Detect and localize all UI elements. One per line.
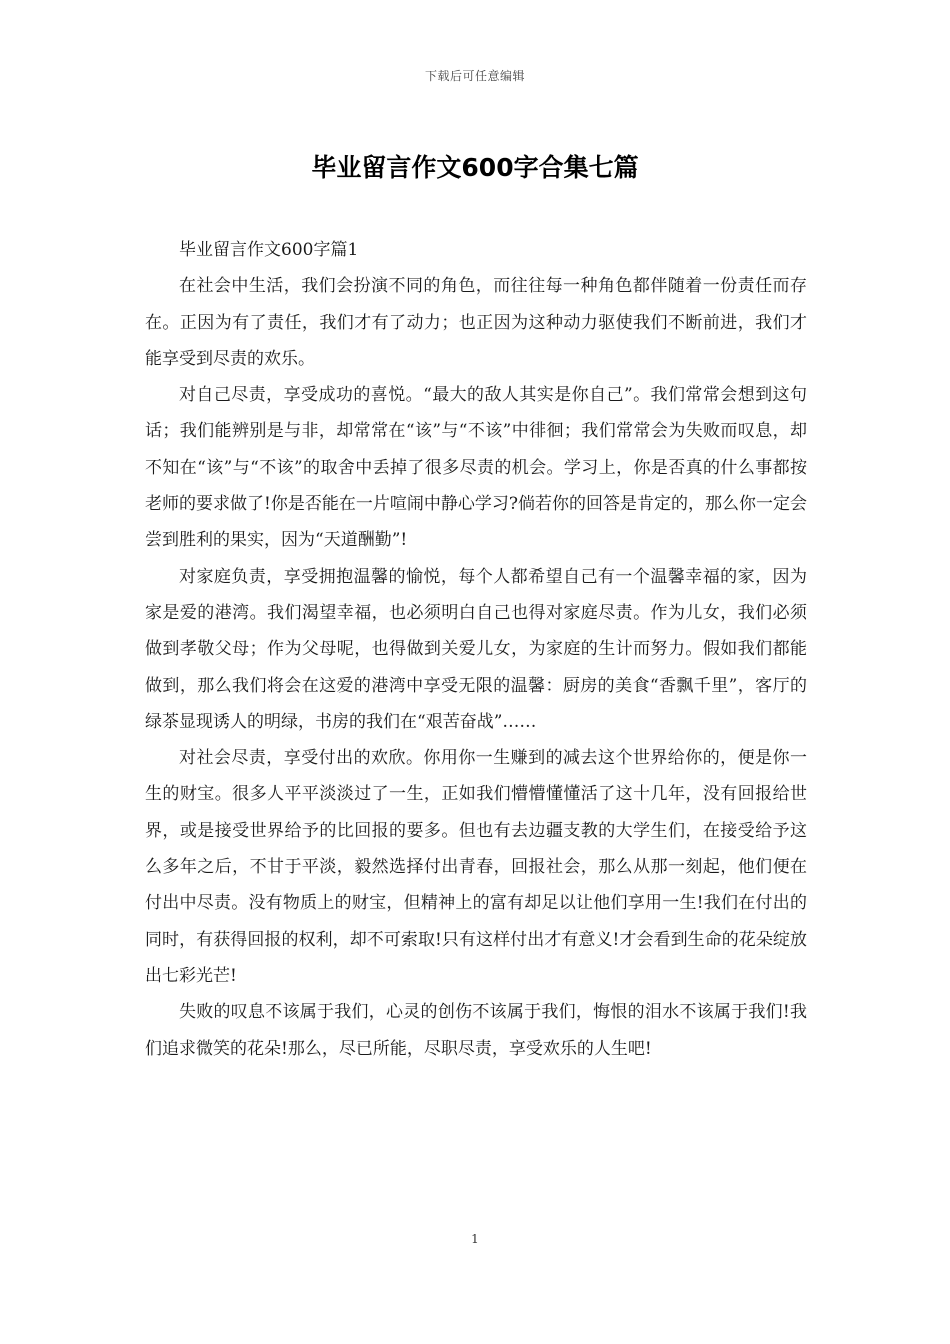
header-note: 下载后可任意编辑	[424, 69, 525, 83]
page-title: 毕业留言作文600字合集七篇	[311, 153, 639, 182]
paragraph-2: 对自己尽责，享受成功的喜悦。“最大的敌人其实是你自己”。我们常常会想到这句话；我们能辨别是与非，却常常在“该”与“不该”中徘徊；我们常常会为失败而叹息，却不知在“该”与“不该”的取舍中丢掉了很多尽责的机会。学习上，你是否真的什么事都按老师的要求做了!你是否能在一片喧闹中静心学习?倘若你的回答是肯定的，那么你一定会尝到胜利的果实，因为“天道酬勤”!	[145, 385, 807, 551]
paragraph-4: 对社会尽责，享受付出的欢欣。你用你一生赚到的减去这个世界给你的，便是你一生的财宝。很多人平平淡淡过了一生，正如我们懵懵懂懂活了这十几年，没有回报给世界，或是接受世界给予的比回报的要多。但也有去边疆支教的大学生们，在接受给予这么多年之后，不甘于平淡，毅然选择付出青春，回报社会，那么从那一刻起，他们便在付出中尽责。没有物质上的财宝，但精神上的富有却足以让他们享用一生!我们在付出的同时，有获得回报的权利，却不可索取!只有这样付出才有意义!才会看到生命的花朵绽放出七彩光芒!	[145, 748, 807, 986]
paragraph-5: 失败的叹息不该属于我们，心灵的创伤不该属于我们，悔恨的泪水不该属于我们!我们追求微笑的花朵!那么，尽已所能，尽职尽责，享受欢乐的人生吧!	[145, 1002, 807, 1059]
section-heading: 毕业留言作文600字篇1	[179, 240, 359, 260]
article-body	[145, 232, 807, 1067]
paragraph-3: 对家庭负责，享受拥抱温馨的愉悦，每个人都希望自己有一个温馨幸福的家，因为家是爱的港湾。我们渴望幸福，也必须明白自己也得对家庭尽责。作为儿女，我们必须做到孝敬父母；作为父母呢，也得做到关爱儿女，为家庭的生计而努力。假如我们都能做到，那么我们将会在这爱的港湾中享受无限的温馨：厨房的美食“香飘千里”，客厅的绿茶显现诱人的明绿，书房的我们在“艰苦奋战”……	[145, 566, 807, 732]
paragraph-1: 在社会中生活，我们会扮演不同的角色，而往往每一种角色都伴随着一份责任而存在。正因为有了责任，我们才有了动力；也正因为这种动力驱使我们不断前进，我们才能享受到尽责的欢乐。	[145, 276, 807, 369]
page-number: 1	[471, 1232, 479, 1246]
